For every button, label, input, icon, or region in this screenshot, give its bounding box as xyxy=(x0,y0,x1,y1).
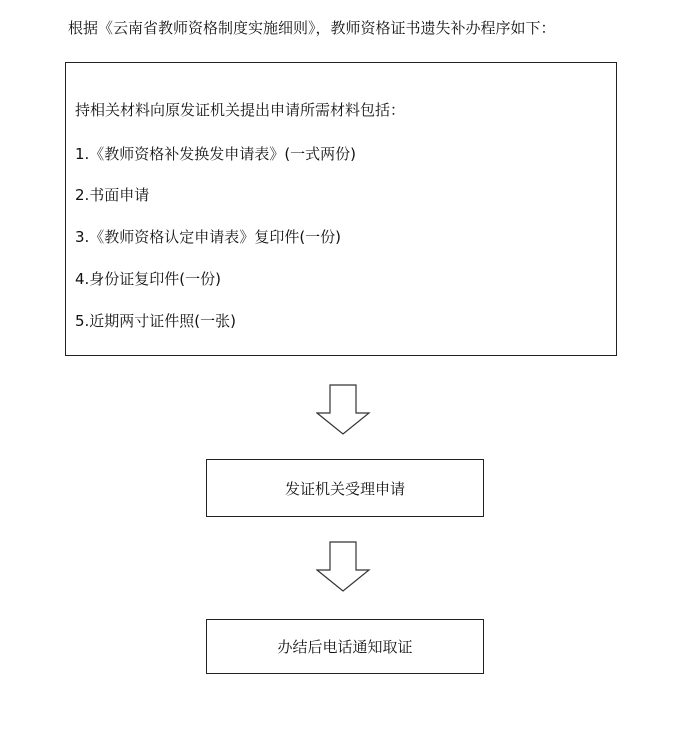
materials-item-1: 1.《教师资格补发换发申请表》(一式两份) xyxy=(75,145,357,163)
materials-item-2: 2.书面申请 xyxy=(75,186,150,204)
materials-item-4: 4.身份证复印件(一份) xyxy=(75,270,222,288)
materials-item-3: 3.《教师资格认定申请表》复印件(一份) xyxy=(75,228,342,246)
step-box-notify xyxy=(206,619,484,674)
intro-text: 根据《云南省教师资格制度实施细则》，教师资格证书遗失补办程序如下： xyxy=(68,19,556,37)
step-notify-label: 办结后电话通知取证 xyxy=(277,638,413,656)
down-arrow-icon xyxy=(316,541,372,593)
materials-box xyxy=(65,62,617,356)
step-accept-label: 发证机关受理申请 xyxy=(284,479,405,498)
step-box-accept xyxy=(206,459,484,517)
materials-item-5: 5.近期两寸证件照(一张) xyxy=(75,312,237,330)
materials-heading: 持相关材料向原发证机关提出申请所需材料包括： xyxy=(75,101,406,119)
down-arrow-icon xyxy=(316,384,372,436)
